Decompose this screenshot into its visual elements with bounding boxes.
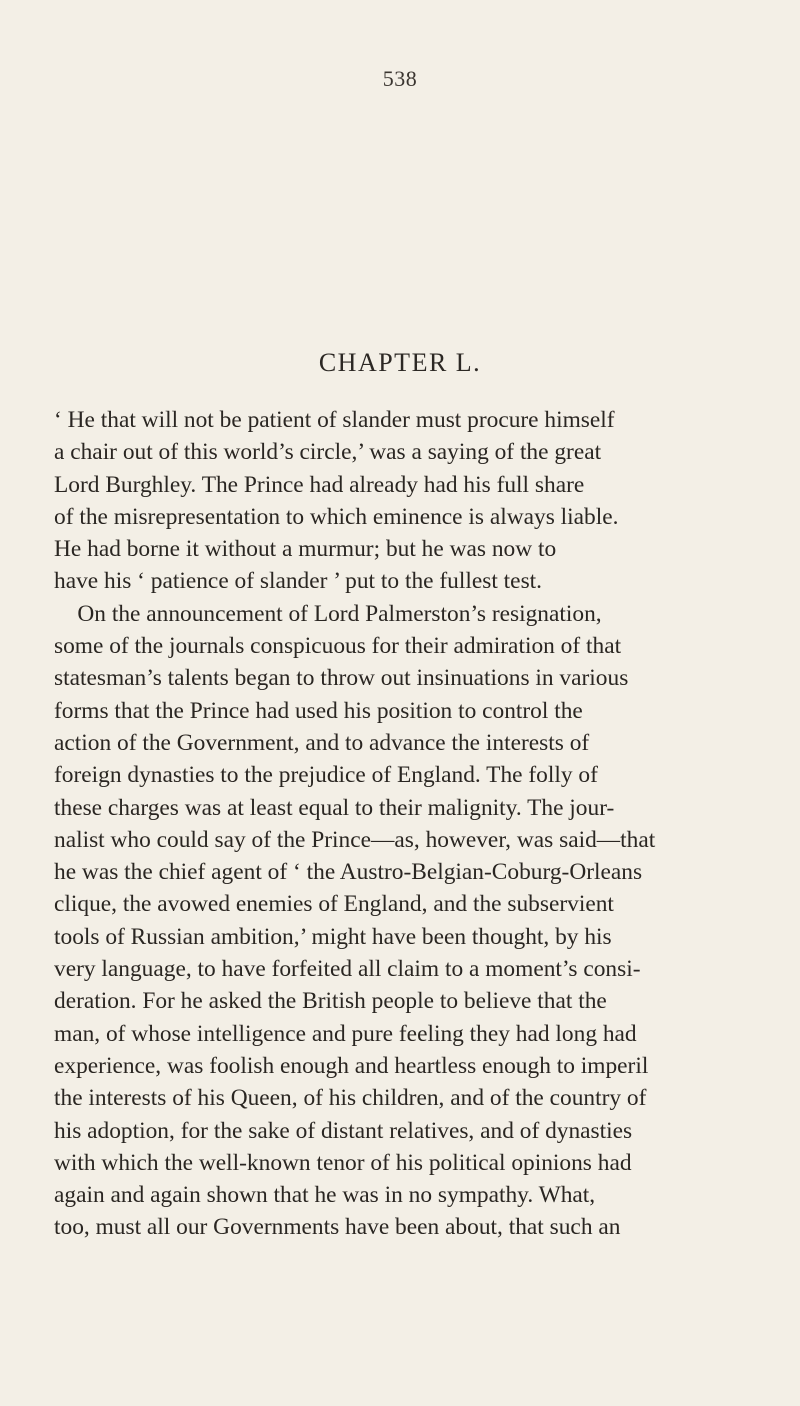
text-line: tools of Russian ambition,’ might have been thought, by his [54,923,612,950]
text-line: the interests of his Queen, of his children, and of the country of [54,1085,647,1112]
text-line: of the misrepresentation to which eminence is always liable. [54,503,619,530]
text-line: again and again shown that he was in no sympathy. What, [54,1182,596,1209]
text-line: ‘ He that will not be patient of slander must procure himself [54,407,615,433]
text-line: forms that the Prince had used his position to control the [54,697,583,724]
text-line: his adoption, for the sake of distant relatives, and of dynasties [54,1117,633,1144]
text-line: he was the chief agent of ‘ the Austro-Belgian-Coburg-Orleans [54,859,643,886]
text-line: man, of whose intelligence and pure feeling they had long had [54,1020,637,1047]
text-line: statesman’s talents began to throw out insinuations in various [54,665,629,692]
text-line: experience, was foolish enough and heartless enough to imperil [54,1052,649,1079]
text-line: He had borne it without a murmur; but he was now to [54,536,557,563]
text-line: have his ‘ patience of slander ’ put to the fullest test. [54,568,543,595]
text-line: On the announcement of Lord Palmerston’s resignation, [54,600,602,627]
text-line: with which the well-known tenor of his political opinions had [54,1149,632,1176]
text-line: a chair out of this world’s circle,’ was a saying of the great [54,439,602,466]
text-line: foreign dynasties to the prejudice of England. The folly of [54,762,598,789]
text-line: Lord Burghley. The Prince had already had his full share [54,471,585,498]
text-line: nalist who could say of the Prince—as, however, was said—that [54,826,656,853]
chapter-heading: CHAPTER L. [318,348,482,377]
text-line: deration. For he asked the British people to believe that the [54,988,607,1015]
text-line: some of the journals conspicuous for their admiration of that [54,633,622,660]
text-line: these charges was at least equal to their malignity. The jour- [54,794,615,821]
page-number: 538 [382,66,418,91]
text-line: clique, the avowed enemies of England, and the subservient [54,891,614,918]
body-text [54,404,798,1244]
text-line: too, must all our Governments have been about, that such an [54,1214,621,1241]
text-line: action of the Government, and to advance the interests of [54,729,590,756]
text-line: very language, to have forfeited all claim to a moment’s consi- [54,956,641,983]
